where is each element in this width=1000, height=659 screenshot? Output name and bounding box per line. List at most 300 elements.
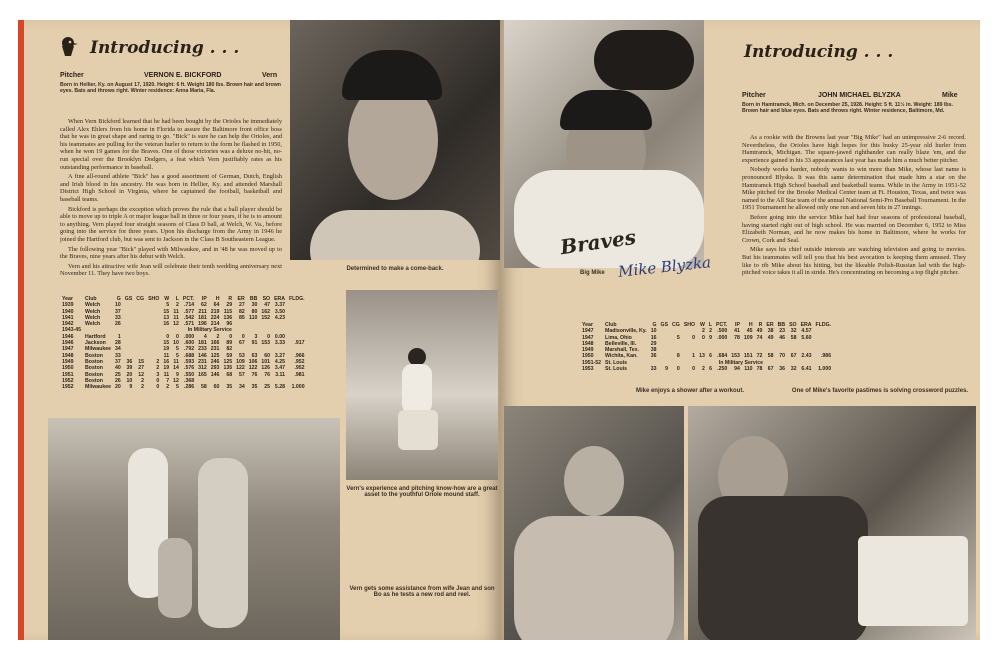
stats-cell: 40 — [115, 365, 121, 372]
stats-cell: 2.43 — [801, 353, 812, 360]
stats-cell: 28 — [115, 340, 121, 347]
stats-cell: 58 — [767, 353, 774, 360]
stats-cell: 0 — [701, 334, 705, 341]
stats-cell: 5 — [175, 346, 179, 353]
stats-cell: 19 — [163, 346, 170, 353]
stats-cell: .368 — [184, 377, 195, 384]
stats-cell: Boston — [85, 377, 103, 384]
stats-cell: 10 — [115, 302, 121, 309]
stats-cell: .571 — [184, 321, 195, 328]
stats-row — [60, 372, 307, 378]
stats-header-cell: R — [228, 296, 233, 302]
stats-cell: .986 — [820, 353, 832, 360]
stats-cell: 36 — [779, 366, 786, 373]
stats-cell: 165 — [198, 371, 207, 378]
stats-header-cell: ER — [237, 296, 245, 302]
stats-cell: 1946 — [62, 333, 74, 340]
stats-cell: 78 — [734, 334, 740, 341]
stats-cell: 32 — [790, 366, 797, 373]
stats-cell: Welch — [85, 314, 101, 321]
stats-header-cell: ERA — [274, 296, 286, 302]
stats-cell: 68 — [226, 371, 233, 378]
stats-cell: 34 — [238, 384, 245, 391]
stats-cell: 45 — [746, 328, 753, 335]
stats-cell: Welch — [85, 302, 101, 309]
stats-cell: 162 — [261, 308, 271, 315]
stats-cell: 2 — [175, 302, 179, 309]
stats-cell: 37 — [115, 358, 121, 365]
stats-cell: 110 — [249, 314, 258, 321]
stats-table — [60, 296, 307, 390]
stats-cell: 37 — [115, 308, 121, 315]
stats-cell: .600 — [184, 340, 195, 347]
stats-cell: 109 — [236, 358, 245, 365]
stats-cell: 76 — [251, 371, 258, 378]
stats-cell: .952 — [294, 365, 305, 372]
portrait-photo — [290, 20, 500, 260]
stats-cell: 1949 — [62, 358, 74, 365]
stats-row — [60, 302, 307, 308]
stats-cell: 1 — [117, 333, 121, 340]
stats-header-cell: PCT. — [182, 296, 195, 302]
stats-header-cell: Club — [85, 296, 97, 302]
oriole-bird-icon — [56, 34, 80, 58]
stats-cell: 9 — [665, 366, 669, 373]
stats-cell: 1949 — [582, 347, 594, 354]
stats-cell: 26 — [115, 377, 121, 384]
stats-cell: 2 — [156, 365, 160, 372]
stats-cell: 106 — [248, 358, 258, 365]
stats-cell: 16 — [163, 358, 170, 365]
stats-cell: 3 — [254, 333, 258, 340]
stats-cell: 152 — [261, 314, 271, 321]
stats-cell: 76 — [264, 371, 271, 378]
stats-cell: 196 — [198, 321, 207, 328]
stats-table — [580, 322, 833, 372]
stats-cell: 94 — [734, 366, 740, 373]
article-paragraph: Nobody works harder, nobody wants to win more than Mike, whose last name is pronounced Blyska. It was this same determination that made him a star on the Hamtramck High School baseball and basketball teams. While in the Army in 1951-52 Mike pitched for the Brooke Medical Center team at Ft. Houston, Texas, and twice was named to the All Star team of the annual National Semi-Pro Baseball Tournament. In the 1951 Tournament he allowed only one run and seven hits in 27 innings. — [742, 166, 966, 212]
stats-cell: 9 — [709, 334, 713, 341]
article-paragraph: Mike says his chief outside interests are watching television and going to movies. But his teammates will tell you that his best avocation is keeping them amused. They like to rib Mike about his hitting, but the likeable Polish-Russian lad with the high-pitched voice takes it all in stride. He's concentrating on becoming a top flight pitcher. — [742, 246, 966, 277]
stats-cell: 89 — [226, 340, 233, 347]
stats-header-cell: W — [164, 296, 170, 302]
stats-cell: 15 — [163, 308, 170, 315]
stats-cell: 214 — [210, 321, 220, 328]
stats-cell: 67 — [790, 353, 797, 360]
stats-cell: 15 — [138, 358, 145, 365]
player-bio: Born in Hellier, Ky. on August 17, 1920. Height: 6 ft. Weight 180 lbs. Brown hair and brown eyes. Bats and throws right. Winter residence: Anna Maria, Fla. — [60, 82, 281, 95]
article-paragraph: Vern and his attractive wife Jean will celebrate their tenth wedding anniversary next November 11. They have two boys. — [60, 262, 282, 278]
player-nickname: Mike — [942, 92, 958, 99]
stats-cell: Milwaukee — [85, 346, 111, 353]
player-position: Pitcher — [60, 72, 84, 79]
stats-cell: 1940 — [62, 308, 74, 315]
stats-header-cell: CG — [136, 296, 145, 302]
stats-cell: 181 — [198, 314, 207, 321]
stats-cell: 35 — [226, 384, 233, 391]
stats-header-cell: SHO — [148, 296, 160, 302]
stats-cell: 82 — [238, 308, 245, 315]
stats-cell: 11 — [163, 352, 170, 359]
stats-cell: 1939 — [62, 302, 74, 309]
stats-cell: 0 — [267, 333, 271, 340]
stats-header-cell: G — [652, 322, 657, 328]
stats-cell: 293 — [210, 365, 220, 372]
stats-cell: Boston — [85, 371, 103, 378]
stats-cell: 146 — [210, 371, 220, 378]
stats-cell: 80 — [251, 308, 258, 315]
stats-cell: 126 — [261, 365, 271, 372]
stats-cell: 136 — [223, 314, 233, 321]
stats-header-cell: R — [758, 322, 763, 328]
shower-photo — [504, 406, 684, 640]
stats-cell: 2 — [166, 384, 170, 391]
stats-cell: 166 — [210, 340, 220, 347]
stats-header-cell: SHO — [683, 322, 696, 328]
stats-cell: Boston — [85, 358, 103, 365]
stats-cell: 19 — [163, 365, 170, 372]
stats-cell: 1953 — [582, 366, 594, 373]
stats-cell: Lima, Ohio — [605, 334, 632, 341]
stats-cell: Belleville, Ill. — [605, 340, 637, 347]
stats-header-cell: Year — [582, 322, 593, 328]
stats-cell: .250 — [717, 366, 728, 373]
stats-cell: 219 — [210, 308, 220, 315]
stats-cell: Boston — [85, 365, 103, 372]
stats-cell: 12 — [173, 377, 179, 384]
stats-cell: .792 — [184, 346, 195, 353]
stats-cell: 74 — [756, 334, 763, 341]
stats-cell: .688 — [184, 352, 195, 359]
player-article — [60, 118, 282, 298]
autograph-signature: Mike Blyzka — [617, 253, 712, 281]
stats-cell: .576 — [184, 365, 195, 372]
stats-cell: 64 — [213, 302, 220, 309]
stats-cell: 4 — [203, 333, 207, 340]
stats-cell: 11 — [163, 371, 170, 378]
stats-cell: 2 — [141, 377, 145, 384]
stats-cell: 3 — [156, 371, 160, 378]
stats-cell: 1950 — [62, 365, 74, 372]
stats-cell: 2 — [216, 333, 220, 340]
stats-cell: 85 — [238, 314, 245, 321]
stats-cell: Wichita, Kan. — [605, 353, 638, 360]
stats-cell: 1950 — [582, 353, 594, 360]
stats-cell: 9 — [175, 371, 179, 378]
article-paragraph: As a rookie with the Browns last year "Big Mike" had an unimpressive 2-6 record. Nevertheless, the Orioles have high hopes for this husky 25-year old hurler from Hamtramck, Michigan. The square-jawed righthander can really blaze 'em, and the experience gained in his 33 appearances last year has made him a much better pitcher. — [742, 134, 966, 164]
stats-header-cell: IP — [201, 296, 207, 302]
stats-cell: 0 — [676, 366, 680, 373]
stats-header-cell: L — [708, 322, 713, 328]
stats-cell: 122 — [248, 365, 258, 372]
stats-cell: .981 — [294, 371, 305, 378]
stats-cell: 49 — [767, 334, 774, 341]
stats-cell: 1951 — [62, 371, 74, 378]
stats-cell: 60 — [213, 384, 220, 391]
stats-header-cell: Year — [62, 296, 73, 302]
stats-cell: 47 — [264, 302, 271, 309]
stats-cell: 5 — [175, 384, 179, 391]
stats-cell: 60 — [264, 352, 271, 359]
stats-cell: 16 — [650, 334, 657, 341]
stats-cell: 96 — [226, 321, 233, 328]
stats-cell: 1951-52 — [582, 359, 602, 366]
stats-header-cell: GS — [660, 322, 669, 328]
stats-cell: 1948 — [62, 352, 74, 359]
stats-row — [580, 366, 833, 372]
left-page — [18, 20, 500, 640]
stats-header-cell: CG — [672, 322, 680, 328]
stats-note-cell: In Military Service — [718, 359, 763, 366]
stats-cell: 0 — [229, 333, 233, 340]
stats-header-cell: ERA — [800, 322, 812, 328]
stats-cell: 312 — [198, 365, 207, 372]
stats-cell: 1943-45 — [62, 327, 82, 334]
stats-cell: 27 — [138, 365, 145, 372]
portrait-caption: Determined to make a come-back. — [346, 266, 444, 272]
stats-cell: .684 — [717, 353, 728, 360]
stats-cell: 49 — [756, 328, 763, 335]
stats-cell: 0 — [166, 333, 170, 340]
stats-cell: 135 — [223, 365, 233, 372]
stats-cell: 63 — [251, 352, 258, 359]
family-photo — [48, 418, 340, 640]
stats-cell: 14 — [173, 365, 179, 372]
stats-row — [60, 384, 307, 390]
stats-header-cell: SO — [262, 296, 271, 302]
stats-cell: 91 — [251, 340, 258, 347]
stats-cell: 67 — [767, 366, 774, 373]
stats-header-cell: SO — [789, 322, 797, 328]
stats-row — [60, 309, 307, 315]
article-paragraph: A fine all-round athlete "Bick" has a good assortment of German, Dutch, English and Irish blood in his ancestry. He was born in Hellier, Ky. and attended Marshall District High School in Virginia, where he captained the football, basketball and baseball teams. — [60, 173, 282, 203]
stats-cell: 2 — [141, 384, 145, 391]
article-paragraph: Bickford is perhaps the exception which proves the rule that a ball player should be able to move up to triple A or major league ball in three or four years, if he is to amount to anything. Vern played four straight seasons of Class D ball, at Welch, W. Va., before going into the service for three years. Upon his discharge from the Army in 1946 he joined the Hartford club, but was sent to Jackson in the Class B Southeastern League. — [60, 205, 282, 243]
stats-cell: .952 — [294, 358, 305, 365]
stats-cell: 153 — [261, 340, 271, 347]
stats-cell: 67 — [238, 340, 245, 347]
stats-cell: 3.33 — [274, 340, 286, 347]
stats-cell: 70 — [779, 353, 786, 360]
stats-cell: 246 — [210, 358, 220, 365]
stats-cell: 115 — [223, 308, 233, 315]
stats-cell: .593 — [184, 358, 195, 365]
stats-cell: 72 — [756, 353, 763, 360]
page-heading: Introducing . . . — [90, 38, 240, 58]
stats-cell: .286 — [184, 384, 195, 391]
stats-cell: 5 — [175, 352, 179, 359]
stats-cell: .000 — [184, 333, 195, 340]
stats-cell: .542 — [184, 314, 195, 321]
stats-cell: 53 — [238, 352, 245, 359]
shower-caption: Mike enjoys a shower after a workout. — [635, 388, 745, 394]
stats-cell: 5.28 — [274, 384, 286, 391]
stats-cell: 1947 — [582, 334, 594, 341]
stats-cell: 32 — [790, 328, 797, 335]
stats-cell: 110 — [744, 366, 753, 373]
stats-cell: 27 — [238, 302, 245, 309]
right-page — [500, 20, 980, 640]
stats-cell: 5 — [166, 302, 170, 309]
stats-cell: 10 — [126, 377, 133, 384]
stats-cell: 3.37 — [274, 302, 286, 309]
stats-cell: 1952 — [62, 377, 74, 384]
stats-cell: 1.000 — [818, 366, 832, 373]
stats-header-cell: BB — [249, 296, 258, 302]
article-paragraph: Before going into the service Mike had had four seasons of professional baseball, having started right out of high school. He was married on December 6, 1952 to Miss Elizabeth Norman, and he now makes his home in Baltimore, where he works for Crown, Cork and Seal. — [742, 213, 966, 244]
stats-cell: 78 — [756, 366, 763, 373]
stats-cell: 20 — [115, 384, 121, 391]
article-paragraph: When Vern Bickford learned that he had been bought by the Orioles he immediately called Alex Ehlers from his home in Florida to assure the Baltimore front office boss that he was in great shape and raring to go. "Bick" is sure he can help the Orioles, and his teammates are pulling for the veteran hurler to return to the form he flashed in 1950, when he won 19 games for the Braves. One of those victories was a deluxe no-hit, no-run special over the Brooklyn Dodgers, a feat which Vern justifiably rates as his outstanding performance in baseball. — [60, 118, 282, 171]
stats-cell: 12 — [173, 321, 179, 328]
blyzka-portrait-caption: Big Mike — [580, 270, 605, 276]
stats-cell: 1947 — [582, 328, 594, 335]
stats-cell: 59 — [226, 352, 233, 359]
stats-header-cell: BB — [777, 322, 786, 328]
stats-cell: 231 — [198, 358, 207, 365]
stats-cell: 5 — [676, 334, 680, 341]
stats-cell: 2 — [709, 328, 713, 335]
stats-cell: 1952 — [62, 384, 74, 391]
stats-cell: Welch — [85, 321, 101, 328]
stats-cell: 38 — [767, 328, 774, 335]
stats-header-cell: FLDG. — [289, 296, 305, 302]
stats-cell: 23 — [779, 328, 786, 335]
stats-cell: 34 — [115, 346, 121, 353]
stats-cell: 33 — [650, 366, 657, 373]
stats-cell: 30 — [251, 302, 258, 309]
stats-cell: Jackson — [85, 340, 106, 347]
stats-cell: 0 — [175, 333, 179, 340]
stats-cell: 2 — [701, 328, 705, 335]
player-name: VERNON E. BICKFORD — [144, 72, 222, 79]
stats-header-cell: W — [699, 322, 705, 328]
stats-cell: 15 — [163, 340, 170, 347]
stats-header-cell: PCT. — [716, 322, 728, 328]
stats-cell: 13 — [699, 353, 705, 360]
stats-cell: 46 — [779, 334, 786, 341]
jersey-script: Braves — [558, 224, 638, 260]
stats-cell: 9 — [129, 384, 133, 391]
stats-cell: 0 — [692, 366, 696, 373]
stats-cell: 33 — [115, 314, 121, 321]
stats-header-cell: Club — [605, 322, 617, 328]
stats-cell: Hartford — [85, 333, 106, 340]
stats-cell: 0.00 — [274, 333, 286, 340]
stats-cell: 10 — [173, 340, 179, 347]
stats-cell: .000 — [717, 334, 728, 341]
stats-cell: 0 — [692, 334, 696, 341]
stats-cell: .714 — [184, 302, 195, 309]
stats-cell: 7 — [166, 377, 170, 384]
stats-cell: 25 — [115, 371, 121, 378]
crossword-caption: One of Mike's favorite pastimes is solving crossword puzzles. — [791, 388, 969, 394]
player-nickname: Vern — [262, 72, 278, 79]
stats-cell: 151 — [743, 353, 753, 360]
stats-cell: 0 — [156, 377, 160, 384]
stats-cell: 6.41 — [801, 366, 812, 373]
stats-cell: 25 — [264, 384, 271, 391]
stats-cell: 1941 — [62, 314, 74, 321]
stats-cell: 20 — [126, 371, 133, 378]
stats-header-cell: ER — [766, 322, 774, 328]
stats-note-cell: In Military Service — [187, 327, 232, 334]
stats-row — [60, 365, 307, 371]
stats-cell: 2 — [156, 358, 160, 365]
stats-cell: 8 — [676, 353, 680, 360]
stats-cell: 13 — [163, 314, 170, 321]
stats-cell: .966 — [294, 352, 305, 359]
stats-cell: 58 — [201, 384, 207, 391]
stats-cell: 33 — [115, 352, 121, 359]
stats-cell: Welch — [85, 308, 101, 315]
stats-cell: 211 — [198, 308, 207, 315]
stats-cell: 109 — [743, 334, 753, 341]
player-name: JOHN MICHAEL BLYZKA — [818, 92, 901, 99]
stats-cell: 1942 — [62, 321, 74, 328]
stats-cell: 0 — [241, 333, 245, 340]
stats-cell: 122 — [236, 365, 245, 372]
player-position: Pitcher — [742, 92, 766, 99]
stats-cell: 29 — [226, 302, 233, 309]
stats-cell: 1946 — [62, 340, 74, 347]
stats-cell: 11 — [173, 314, 179, 321]
stats-cell: 125 — [223, 358, 233, 365]
stats-cell: 26 — [115, 321, 121, 328]
stats-cell: 1 — [692, 353, 696, 360]
page-heading: Introducing . . . — [744, 42, 894, 62]
stats-cell: 101 — [261, 358, 271, 365]
stats-header-cell: IP — [735, 322, 740, 328]
stats-cell: 4.23 — [274, 314, 286, 321]
pitching-caption: Vern's experience and pitching know-how are a great asset to the youthful Oriole mound staff. — [346, 486, 498, 498]
stats-cell: 1948 — [582, 340, 594, 347]
stats-cell: St. Louis — [605, 366, 627, 373]
stats-cell: 153 — [731, 353, 740, 360]
stats-cell: 82 — [226, 346, 233, 353]
stats-cell: 0 — [156, 384, 160, 391]
stats-cell: 57 — [238, 371, 245, 378]
stats-cell: .917 — [294, 340, 305, 347]
stats-cell: 29 — [650, 340, 657, 347]
crossword-photo — [688, 406, 976, 640]
stats-cell: 16 — [163, 321, 170, 328]
stats-header-cell: H — [748, 322, 753, 328]
family-caption: Vern gets some assistance from wife Jean and son Bo as he tests a new rod and reel. — [349, 586, 495, 598]
stats-cell: 35 — [251, 384, 258, 391]
stats-header-cell: GS — [124, 296, 133, 302]
stats-cell: 3.11 — [275, 371, 286, 378]
stats-cell: 1947 — [62, 346, 74, 353]
player-article — [742, 134, 966, 320]
stats-cell: 125 — [210, 352, 220, 359]
stats-cell: St. Louis — [605, 359, 627, 366]
stats-cell: .550 — [184, 371, 195, 378]
stats-cell: 1.000 — [291, 384, 305, 391]
stats-header-cell: FLDG. — [815, 322, 832, 328]
stats-header-cell: H — [215, 296, 220, 302]
article-paragraph: The following year "Bick" played with Milwaukee, and in '48 he was moved up to the Braves, nine years after his debut with Welch. — [60, 245, 282, 261]
stats-cell: 6 — [709, 366, 713, 373]
stats-cell: 62 — [201, 302, 207, 309]
stats-cell: 3.47 — [274, 365, 286, 372]
stats-cell: 224 — [210, 314, 220, 321]
stats-cell: 146 — [198, 352, 207, 359]
stats-cell: 39 — [126, 365, 133, 372]
stats-cell: 3.27 — [274, 352, 286, 359]
stats-cell: Boston — [85, 352, 103, 359]
stats-cell: 5.60 — [801, 334, 812, 341]
